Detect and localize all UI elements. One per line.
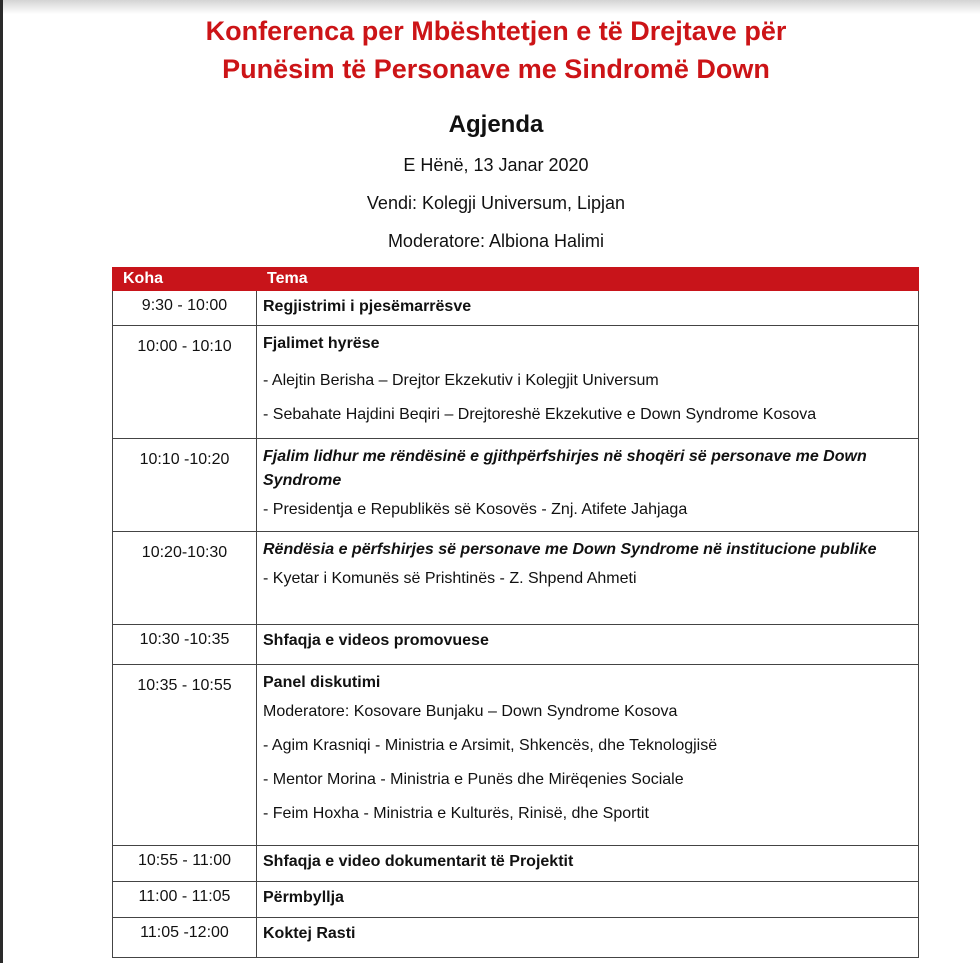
- agenda-detail: - Feim Hoxha - Ministria e Kulturës, Rinisë, dhe Sportit: [263, 805, 649, 822]
- agenda-topic: Shfaqja e videos promovuese: [263, 632, 489, 649]
- agenda-detail: - Sebahate Hajdini Beqiri – Drejtoreshë Ekzekutive e Down Syndrome Kosova: [263, 406, 817, 423]
- document-title: [0, 12, 980, 88]
- agenda-topic: Koktej Rasti: [263, 925, 356, 942]
- agenda-topic: Përmbyllja: [263, 889, 344, 906]
- agenda-row: [113, 882, 919, 918]
- agenda-heading: Agjenda: [448, 111, 544, 138]
- agenda-topic-cell: [257, 291, 919, 326]
- agenda-row: [113, 291, 919, 326]
- event-date: E Hënë, 13 Janar 2020: [403, 155, 589, 175]
- agenda-topic-cell: [257, 846, 919, 882]
- agenda-detail: Moderatore: Kosovare Bunjaku – Down Syndrome Kosova: [263, 703, 678, 720]
- agenda-time: 10:30 -10:35: [113, 625, 257, 665]
- agenda-time: 11:00 - 11:05: [113, 882, 257, 918]
- header-topic: Tema: [257, 268, 919, 291]
- agenda-topic: Regjistrimi i pjesëmarrësve: [263, 298, 472, 315]
- agenda-row: [113, 625, 919, 665]
- agenda-row: [113, 532, 919, 625]
- agenda-time: 10:10 -10:20: [113, 439, 257, 532]
- event-venue: Vendi: Kolegji Universum, Lipjan: [366, 193, 626, 213]
- event-moderator: Moderatore: Albiona Halimi: [387, 231, 605, 251]
- agenda-topic: Fjalim lidhur me rëndësinë e gjithpërfshirjes në shoqëri së personave me Down Syndrome: [263, 448, 867, 489]
- agenda-table: [112, 267, 919, 958]
- agenda-topic-cell: [257, 326, 919, 439]
- agenda-row: [113, 326, 919, 439]
- agenda-time: 10:55 - 11:00: [113, 846, 257, 882]
- agenda-topic-cell: [257, 918, 919, 958]
- agenda-topic-cell: [257, 439, 919, 532]
- agenda-row: [113, 918, 919, 958]
- agenda-topic-cell: [257, 665, 919, 846]
- agenda-header-row: [113, 268, 919, 291]
- agenda-detail: - Mentor Morina - Ministria e Punës dhe Mirëqenies Sociale: [263, 771, 684, 788]
- agenda-topic: Panel diskutimi: [263, 674, 381, 691]
- agenda-row: [113, 439, 919, 532]
- agenda-topic: Shfaqja e video dokumentarit të Projektit: [263, 853, 574, 870]
- document-title-line-2: Punësim të Personave me Sindromë Down: [222, 54, 770, 84]
- agenda-row: [113, 846, 919, 882]
- window-left-edge: [0, 0, 3, 963]
- agenda-topic-cell: [257, 882, 919, 918]
- agenda-detail: - Kyetar i Komunës së Prishtinës - Z. Shpend Ahmeti: [263, 570, 637, 587]
- agenda-time: 11:05 -12:00: [113, 918, 257, 958]
- agenda-detail: - Agim Krasniqi - Ministria e Arsimit, Shkencës, dhe Teknologjisë: [263, 737, 718, 754]
- header-time: Koha: [113, 268, 257, 291]
- agenda-time: 10:00 - 10:10: [113, 326, 257, 439]
- agenda-time: 10:35 - 10:55: [113, 665, 257, 846]
- agenda-topic-cell: [257, 625, 919, 665]
- agenda-time: 9:30 - 10:00: [113, 291, 257, 326]
- agenda-time: 10:20-10:30: [113, 532, 257, 625]
- agenda-row: [113, 665, 919, 846]
- document-title-line-1: Konferenca per Mbështetjen e të Drejtave për: [205, 16, 787, 46]
- agenda-topic-cell: [257, 532, 919, 625]
- agenda-detail: - Presidentja e Republikës së Kosovës - Znj. Atifete Jahjaga: [263, 501, 688, 518]
- agenda-topic: Fjalimet hyrëse: [263, 335, 380, 352]
- agenda-detail: - Alejtin Berisha – Drejtor Ekzekutiv i Kolegjit Universum: [263, 372, 659, 389]
- agenda-topic: Rëndësia e përfshirjes së personave me Down Syndrome në institucione publike: [263, 541, 877, 558]
